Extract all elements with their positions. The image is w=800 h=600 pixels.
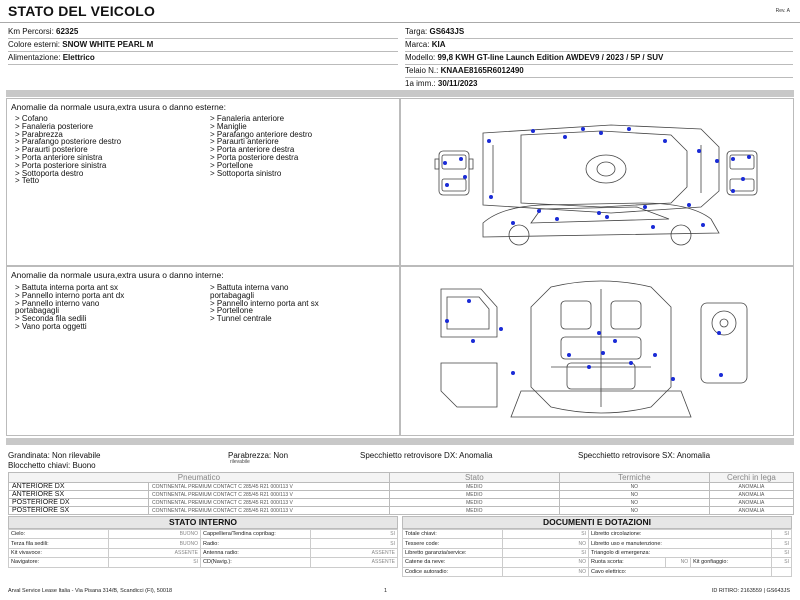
rims-col-header: Cerchi in lega <box>709 473 793 483</box>
field-value: SI <box>772 530 792 539</box>
damage-marker <box>587 365 591 369</box>
tyre-thermal: NO <box>559 483 709 491</box>
tyre-model: CONTINENTAL PREMIUM CONTACT C 285/45 R21 000/113 V <box>149 507 390 515</box>
model-label: Modello: <box>405 53 436 62</box>
list-item: > Pannello interno porta ant sx <box>210 298 319 308</box>
table-row <box>9 499 794 507</box>
tyre-status: MEDIO <box>389 507 559 515</box>
list-item: > Porta posteriore sinistra <box>15 160 107 170</box>
section-separator <box>6 90 794 97</box>
damage-marker <box>731 157 735 161</box>
field-label: Antenna radio: <box>201 548 311 557</box>
plate-value: GS643JS <box>429 27 465 36</box>
field-label: Navigatore: <box>9 558 109 567</box>
damage-marker <box>531 129 535 133</box>
color-row <box>8 39 398 51</box>
damage-marker <box>511 221 515 225</box>
list-item: > Sottoporta sinistro <box>210 168 282 178</box>
page-title: STATO DEL VEICOLO <box>8 3 156 19</box>
list-item: > Porta anteriore sinistra <box>15 152 103 162</box>
interior-anomalies-panel <box>6 266 400 436</box>
list-item: > Portellone <box>210 160 253 170</box>
table-row <box>9 491 794 499</box>
damage-marker <box>471 339 475 343</box>
tyre-rims: ANOMALIA <box>709 507 793 515</box>
exterior-list-col1 <box>15 115 210 185</box>
tyre-position: ANTERIORE SX <box>9 491 149 499</box>
parabrezza-status: Parabrezza: Non <box>228 451 289 460</box>
damage-marker <box>443 161 447 165</box>
list-item: > Porta anteriore destra <box>210 145 295 155</box>
field-value: ASSENTE <box>311 558 398 567</box>
table-row <box>403 558 792 567</box>
list-item: > Tunnel centrale <box>210 314 272 324</box>
list-item: > Porta posteriore destra <box>210 152 299 162</box>
status-col-header: Stato <box>389 473 559 483</box>
footer-pickup-id: ID RITIRO: 2163559 | GS643JS <box>711 588 790 594</box>
field-value: SI <box>311 530 398 539</box>
field-value: NO <box>503 558 589 567</box>
field-value <box>772 567 792 576</box>
field-value: NO <box>503 539 589 548</box>
list-item: > Pannello interno vano <box>15 298 100 308</box>
table-row <box>403 530 792 539</box>
registration-value: 30/11/2023 <box>437 79 478 88</box>
tyre-position: POSTERIORE SX <box>9 507 149 515</box>
field-label: CD(Navig.): <box>201 558 311 567</box>
stato-interno-panel <box>8 516 398 568</box>
row-divider <box>8 64 398 65</box>
field-value: BUONO <box>109 530 201 539</box>
mirror-dx-status: Specchietto retrovisore DX: Anomalia <box>360 451 493 460</box>
tyre-model: CONTINENTAL PREMIUM CONTACT C 285/45 R21 000/113 V <box>149 483 390 491</box>
damage-marker <box>717 331 721 335</box>
field-label: Kit gonfiaggio: <box>691 558 772 567</box>
list-item: > Paraurti anteriore <box>210 137 279 147</box>
exterior-car-outline-icon <box>401 99 793 265</box>
table-header-row <box>9 473 794 483</box>
model-value: 99,8 KWH GT-line Launch Edition AWDEV9 / 2023 / 5P / SUV <box>437 53 664 62</box>
damage-marker <box>651 225 655 229</box>
field-value: SI <box>109 558 201 567</box>
table-row <box>403 539 792 548</box>
tyre-thermal: NO <box>559 507 709 515</box>
brand-row <box>405 39 793 51</box>
list-item: > Tetto <box>15 176 40 186</box>
km-label: Km Percorsi: <box>8 27 54 36</box>
tyre-model: CONTINENTAL PREMIUM CONTACT C 285/45 R21 000/113 V <box>149 491 390 499</box>
table-row <box>9 548 398 557</box>
list-item: > Parafango anteriore destro <box>210 129 313 139</box>
fuel-value: Elettrico <box>62 53 95 62</box>
list-item: > Fanaleria anteriore <box>210 114 285 123</box>
damage-marker <box>701 223 705 227</box>
table-row <box>9 507 794 515</box>
stato-interno-title: STATO INTERNO <box>8 516 398 529</box>
tyre-rims: ANOMALIA <box>709 491 793 499</box>
list-item: > Pannello interno porta ant dx <box>15 290 125 300</box>
table-row <box>9 558 398 567</box>
damage-marker <box>731 189 735 193</box>
damage-marker <box>445 183 449 187</box>
km-row <box>8 26 398 38</box>
damage-marker <box>643 205 647 209</box>
exterior-anomalies-title: Anomalie da normale usura,extra usura o danno esterne: <box>11 102 226 112</box>
interior-anomalies-title: Anomalie da normale usura,extra usura o danno interne: <box>11 270 224 280</box>
list-item: > Cofano <box>15 114 48 123</box>
field-label: Libretto circolazione: <box>589 530 772 539</box>
tyre-position: ANTERIORE DX <box>9 483 149 491</box>
damage-marker <box>741 177 745 181</box>
field-label: Tessere code: <box>403 539 503 548</box>
field-label: Totale chiavi: <box>403 530 503 539</box>
damage-marker <box>653 353 657 357</box>
key-lock-status: Blocchetto chiavi: Buono <box>8 461 96 470</box>
damage-marker <box>599 131 603 135</box>
footer-page-number: 1 <box>384 588 388 594</box>
damage-marker <box>747 155 751 159</box>
plate-row <box>405 26 793 38</box>
thermal-col-header: Termiche <box>559 473 709 483</box>
field-value: NO <box>665 558 690 567</box>
list-item: > Paraurti posteriore <box>15 145 88 155</box>
list-item: > Parabrezza <box>15 129 63 139</box>
revision-label: Rev. A <box>775 8 790 14</box>
tyre-status: MEDIO <box>389 491 559 499</box>
vehicle-info-left <box>8 26 398 65</box>
table-row <box>9 483 794 491</box>
interior-list-col1 <box>15 284 210 331</box>
model-row <box>405 52 793 64</box>
tyre-thermal: NO <box>559 499 709 507</box>
field-value: SI <box>311 539 398 548</box>
damage-marker <box>463 175 467 179</box>
damage-marker <box>563 135 567 139</box>
exterior-anomalies-panel <box>6 98 400 266</box>
table-row <box>403 567 792 576</box>
documenti-title: DOCUMENTI E DOTAZIONI <box>402 516 792 529</box>
damage-marker <box>719 373 723 377</box>
damage-marker <box>715 159 719 163</box>
damage-marker <box>671 377 675 381</box>
table-row <box>403 548 792 557</box>
registration-row <box>405 78 793 90</box>
brand-value: KIA <box>431 40 446 49</box>
vin-label: Telaio N.: <box>405 66 439 75</box>
mirror-sx-status: Specchietto retrovisore SX: Anomalia <box>578 451 711 460</box>
damage-marker <box>605 215 609 219</box>
list-item: > Parafango posteriore destro <box>15 137 122 147</box>
tyre-thermal: NO <box>559 491 709 499</box>
grandinata-status: Grandinata: Non rilevabile <box>8 451 101 460</box>
damage-marker <box>445 319 449 323</box>
tyre-rims: ANOMALIA <box>709 483 793 491</box>
field-value: SI <box>772 548 792 557</box>
damage-marker <box>487 139 491 143</box>
table-row <box>9 539 398 548</box>
tyre-status: MEDIO <box>389 499 559 507</box>
damage-marker <box>627 127 631 131</box>
documenti-table <box>402 529 792 577</box>
km-value: 62325 <box>56 27 79 36</box>
tyre-position: POSTERIORE DX <box>9 499 149 507</box>
tyres-table <box>8 472 794 515</box>
damage-marker <box>467 299 471 303</box>
registration-label: 1a imm.: <box>405 79 436 88</box>
vehicle-info-right <box>405 26 793 90</box>
damage-marker <box>537 209 541 213</box>
list-item: > Battuta interna porta ant sx <box>15 283 118 292</box>
field-label: Cavo elettrico: <box>589 567 772 576</box>
damage-marker <box>663 139 667 143</box>
field-label: Catene da neve: <box>403 558 503 567</box>
documenti-panel <box>402 516 792 577</box>
table-row <box>9 530 398 539</box>
damage-marker <box>555 217 559 221</box>
footer-company: Arval Service Lease Italia - Via Pisana 314/B, Scandicci (FI), 50018 <box>8 588 173 594</box>
damage-marker <box>567 353 571 357</box>
vin-value: KNAAE8165R6012490 <box>440 66 524 75</box>
field-value: SI <box>503 548 589 557</box>
damage-marker <box>459 157 463 161</box>
list-item: > Fanaleria posteriore <box>15 121 94 131</box>
section-separator <box>6 438 794 445</box>
list-item: > Battuta interna vano <box>210 283 289 292</box>
field-label: Libretto uso e manutenzione: <box>589 539 772 548</box>
title-divider <box>0 22 800 23</box>
damage-marker <box>499 327 503 331</box>
plate-label: Targa: <box>405 27 428 36</box>
field-label: Codice autoradio: <box>403 567 503 576</box>
damage-marker <box>597 211 601 215</box>
fuel-row <box>8 52 398 64</box>
damage-marker <box>613 339 617 343</box>
stato-interno-table <box>8 529 398 568</box>
field-value: SI <box>772 539 792 548</box>
field-label: Ruota scorta: <box>589 558 666 567</box>
tyre-col-header: Pneumatico <box>9 473 390 483</box>
damage-marker <box>697 149 701 153</box>
field-label: Cappelliera/Tendina copribag: <box>201 530 311 539</box>
field-value: SI <box>503 530 589 539</box>
exterior-damage-diagram <box>400 98 794 266</box>
color-label: Colore esterni: <box>8 40 61 49</box>
interior-car-outline-icon <box>401 267 793 435</box>
field-label: Triangolo di emergenza: <box>589 548 772 557</box>
tyre-rims: ANOMALIA <box>709 499 793 507</box>
damage-marker <box>601 351 605 355</box>
field-label: Cielo: <box>9 530 109 539</box>
tyre-status: MEDIO <box>389 483 559 491</box>
list-item: portabagagli <box>210 290 255 300</box>
tyre-model: CONTINENTAL PREMIUM CONTACT C 285/45 R21 000/113 V <box>149 499 390 507</box>
interior-list-col2 <box>210 284 319 331</box>
field-label: Kit vivavoce: <box>9 548 109 557</box>
field-label: Radio: <box>201 539 311 548</box>
damage-marker <box>581 127 585 131</box>
list-item: > Portellone <box>210 306 253 316</box>
vin-row <box>405 65 793 77</box>
field-value: BUONO <box>109 539 201 548</box>
parabrezza-sub: rilevabile <box>230 459 250 465</box>
color-value: SNOW WHITE PEARL M <box>62 40 154 49</box>
exterior-list-col2 <box>210 115 312 185</box>
damage-marker <box>511 371 515 375</box>
list-item: > Seconda fila sedili <box>15 314 87 324</box>
list-item: > Vano porta oggetti <box>15 321 87 331</box>
field-value: NO <box>503 567 589 576</box>
field-value: ASSENTE <box>109 548 201 557</box>
damage-marker <box>489 195 493 199</box>
field-label: Terza fila sedili: <box>9 539 109 548</box>
list-item: portabagagli <box>15 306 60 316</box>
damage-marker <box>687 203 691 207</box>
interior-damage-diagram <box>400 266 794 436</box>
fuel-label: Alimentazione: <box>8 53 61 62</box>
damage-marker <box>597 331 601 335</box>
list-item: > Maniglie <box>210 121 247 131</box>
list-item: > Sottoporta destro <box>15 168 84 178</box>
field-value: ASSENTE <box>311 548 398 557</box>
field-value: SI <box>772 558 792 567</box>
field-label: Libretto garanzia/service: <box>403 548 503 557</box>
brand-label: Marca: <box>405 40 430 49</box>
damage-marker <box>629 361 633 365</box>
